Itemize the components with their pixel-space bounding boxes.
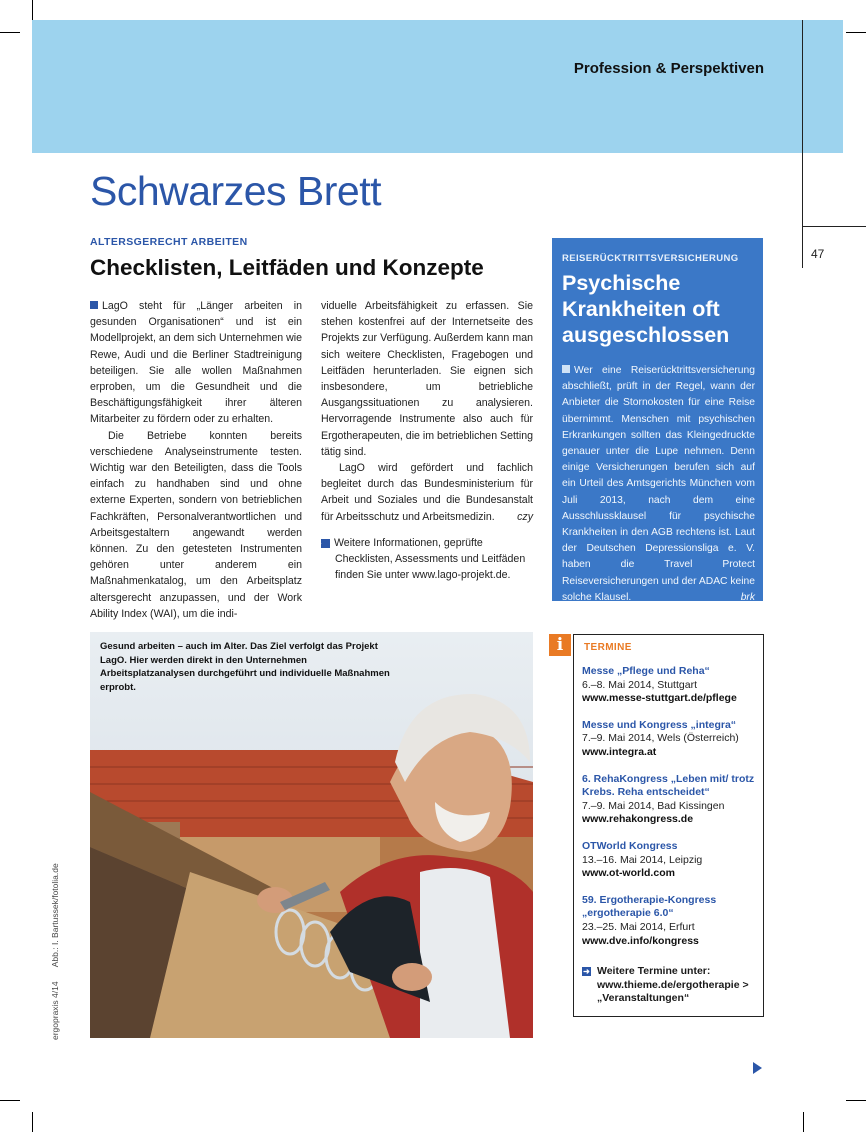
next-page-arrow-icon[interactable]	[753, 1062, 762, 1074]
crop-mark	[846, 1100, 866, 1101]
event-date: 7.–9. Mai 2014, Bad Kissingen	[582, 799, 725, 812]
paragraph-text: LagO steht für „Länger arbeiten in gesunden Organisationen“ und ist ein Modellprojekt, an dem sich Unternehmen wie Rewe, Audi und die Berliner Stadtreinigung beteiligen. Sie alle wollen Maßnahmen erproben, um die Gesundheit und die Beschäftigungsfähigkeit ihrer älteren Mitarbeiter zu fördern oder zu erhalten.	[90, 300, 302, 426]
box-kicker: REISERÜCKTRITTSVERSICHERUNG	[562, 253, 739, 264]
article-photo	[90, 632, 533, 1038]
page-title: Schwarzes Brett	[90, 168, 381, 214]
arrow-right-icon: ➜	[321, 539, 330, 548]
more-info-text[interactable]: Weitere Informationen, geprüfte Checklisten, Assessments und Leitfäden finden Sie unter www.lago-projekt.de.	[334, 536, 526, 582]
event-name: Messe „Pflege und Reha“	[582, 665, 710, 677]
paragraph: viduelle Arbeitsfähigkeit zu erfassen. Sie stehen kostenfrei auf der Internetseite des Projekts zur Verfügung. Außerdem kann man sich weitere Checklisten, Fragebogen und Leitfäden herunterladen. Sie eignen sich insbesondere, um betriebliche Ausgangssituationen zu analysieren. Hervorragende Instrumente also auch für Ergotherapeuten, die im betrieblichen Setting tätig sind.	[321, 300, 534, 458]
more-events	[582, 965, 760, 1006]
article-headline: Checklisten, Leitfäden und Konzepte	[90, 255, 484, 280]
event-item	[582, 894, 760, 948]
event-item	[582, 773, 760, 827]
start-square-icon	[90, 301, 98, 309]
arrow-right-icon: ➜	[583, 967, 590, 976]
event-date: 23.–25. Mai 2014, Erfurt	[582, 920, 695, 933]
page-credit	[50, 863, 60, 1040]
event-link[interactable]: www.messe-stuttgart.de/pflege	[582, 692, 737, 705]
event-name: 6. RehaKongress „Leben mit/ trotz Krebs. Reha entscheidet“	[582, 772, 755, 799]
paragraph	[321, 460, 533, 525]
crop-mark	[803, 1112, 804, 1132]
event-item	[582, 665, 760, 706]
article-column-2	[315, 298, 534, 583]
crop-mark	[32, 1112, 33, 1132]
crop-mark	[0, 1100, 20, 1101]
event-link[interactable]: www.rehakongress.de	[582, 813, 694, 826]
info-box	[552, 238, 763, 601]
events-box	[573, 634, 764, 1017]
event-link[interactable]: www.dve.info/kongress	[582, 934, 699, 947]
crop-mark	[846, 32, 866, 33]
page-number: 47	[811, 247, 825, 261]
event-name: OTWorld Kongress	[582, 839, 678, 852]
header-band	[32, 20, 843, 153]
article-column-1	[90, 298, 302, 622]
paragraph	[90, 298, 302, 428]
event-item	[582, 840, 760, 881]
crop-mark	[0, 32, 20, 33]
crop-mark	[32, 0, 33, 20]
journal-issue: ergopraxis 4/14	[50, 981, 60, 1040]
event-date: 6.–8. Mai 2014, Stuttgart	[582, 678, 697, 691]
paragraph-text: LagO wird gefördert und fachlich begleitet durch das Bundesministerium für Arbeit und Soziales und die Bundesanstalt für Arbeitsschutz und Arbeitsmedizin.	[321, 462, 533, 523]
box-text	[562, 363, 755, 606]
event-date: 7.–9. Mai 2014, Wels (Österreich)	[582, 732, 739, 745]
image-credit: Abb.: I. Bartussek/fotolia.de	[50, 863, 60, 968]
start-square-icon	[562, 365, 570, 373]
more-info	[315, 535, 533, 584]
photo-caption: Gesund arbeiten – auch im Alter. Das Ziel verfolgt das Projekt LagO. Hier werden direkt in den Unternehmen Arbeitsplatzanalysen durchgeführt und individuelle Maßnahmen erprobt.	[100, 641, 390, 693]
section-title: Profession & Perspektiven	[573, 60, 764, 77]
box-text-body: Wer eine Reiserücktrittsversicherung abschließt, prüft in der Regel, wann der Anbieter die Stornokosten für eine Reise übernimmt. Menschen mit psychischen Erkrankungen sollten das Kleingedruckte genauer unter die Lupe nehmen. Denn einige Versicherungen berufen sich auf ein Urteil des Amtsgerichts München vom Juli 2013, nach dem eine Ausschlussklausel für psychische Krankheiten in den AGB rechtens ist. Laut der Deutschen Depressionsliga e. V. haben die Travel Protect Reiseversicherungen und der ADAC keine solche Klausel.	[562, 365, 755, 603]
events-list	[582, 665, 760, 961]
info-icon: i	[549, 634, 571, 656]
event-name: 59. Ergotherapie-Kongress „ergotherapie 6.0“	[582, 893, 717, 920]
side-rule	[802, 226, 866, 227]
author-initials: brk	[740, 591, 755, 603]
event-link[interactable]: www.integra.at	[582, 745, 657, 758]
event-item	[582, 719, 760, 760]
author-initials: czy	[517, 510, 533, 523]
box-title: Psychische Krankheiten oft ausgeschlossen	[562, 271, 730, 347]
event-name: Messe und Kongress „integra“	[582, 718, 737, 731]
article-kicker: ALTERSGERECHT ARBEITEN	[90, 236, 248, 248]
event-link[interactable]: www.ot-world.com	[582, 867, 675, 880]
event-date: 13.–16. Mai 2014, Leipzig	[582, 853, 703, 866]
side-rule	[802, 20, 803, 268]
paragraph: Die Betriebe konnten bereits verschiedene Analyseinstrumente testen. Wichtig war den Beteiligten, dass die Tools einfach zu handhaben sind und ohne externe Experten, sondern von betrieblichen Fachkräften, Personalverantwortlichen und Arbeitsgestaltern angewandt werden können. Zu den getesteten Instrumenten gehören unter anderem ein Maßnahmenkatalog, um den Arbeitsplatz altersgerecht anzupassen, und der Work Ability Index (WAI), um die indi-	[90, 429, 302, 620]
events-label: TERMINE	[584, 642, 632, 653]
more-events-text[interactable]: Weitere Termine unter: www.thieme.de/ergotherapie > „Veranstaltungen“	[597, 965, 749, 1005]
